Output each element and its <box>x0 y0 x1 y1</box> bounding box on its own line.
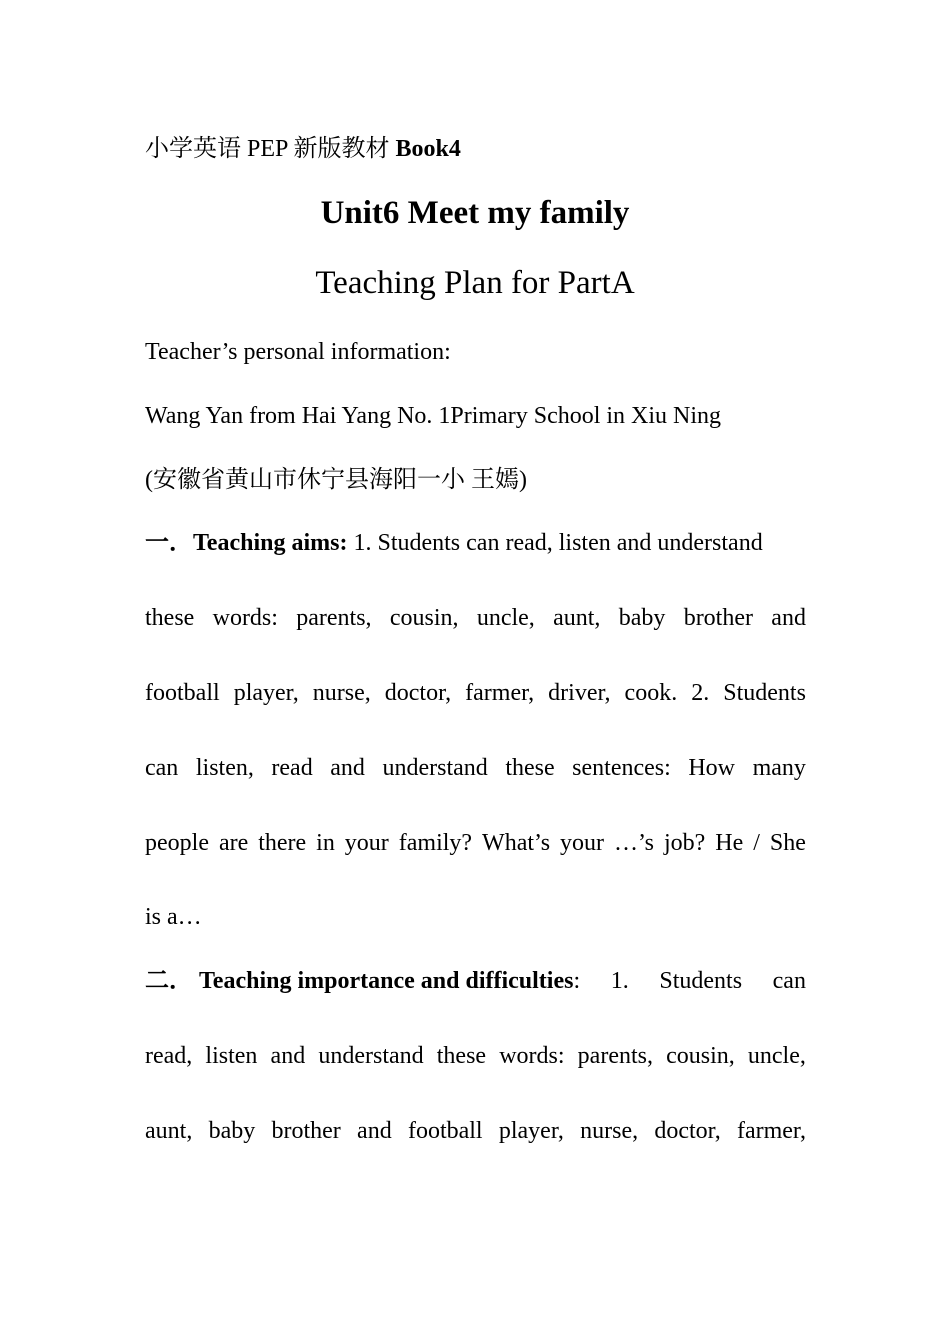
word: nurse, <box>580 1118 639 1144</box>
word: can <box>145 755 179 781</box>
section1-first-line <box>145 528 806 558</box>
section2-line3 <box>145 1116 806 1146</box>
word: read <box>271 755 313 781</box>
word: in <box>316 830 335 856</box>
word: doctor, <box>384 680 452 706</box>
book-prefix: 小学英语 PEP 新版教材 <box>145 136 396 162</box>
word: 2. <box>691 680 710 706</box>
word: What’s <box>482 830 551 856</box>
word: and <box>357 1118 392 1144</box>
teacher-name-line: Wang Yan from Hai Yang No. 1Primary School in Xiu Ning <box>145 403 722 429</box>
word: farmer, <box>736 1118 806 1144</box>
word: and <box>270 1043 306 1069</box>
word: Students <box>659 968 743 994</box>
document-subtitle: Teaching Plan for PartA <box>315 265 635 301</box>
word: parents, <box>577 1043 653 1069</box>
word: / <box>753 830 760 856</box>
word: brother <box>683 605 753 631</box>
word: many <box>752 755 806 781</box>
word: uncle, <box>476 605 535 631</box>
section2-heading: Teaching importance and difficulties <box>199 968 574 994</box>
section1-line4 <box>145 753 806 783</box>
section2-heading-group <box>145 966 580 996</box>
word: 1. <box>610 968 629 994</box>
word: nurse, <box>312 680 371 706</box>
section1-line1-text: 1. Students can read, listen and understand <box>347 530 763 556</box>
word: job? <box>663 830 706 856</box>
word: doctor, <box>654 1118 721 1144</box>
teacher-chinese-line: (安徽省黄山市休宁县海阳一小 王嫣) <box>145 467 527 493</box>
word: player, <box>498 1118 564 1144</box>
section1-line5 <box>145 828 806 858</box>
word: He <box>715 830 744 856</box>
word: parents, <box>296 605 372 631</box>
word: brother <box>271 1118 341 1144</box>
word: people <box>145 830 209 856</box>
word: these <box>436 1043 487 1069</box>
word: listen, <box>195 755 254 781</box>
word: your <box>560 830 604 856</box>
word: Students <box>723 680 806 706</box>
word: …’s <box>613 830 654 856</box>
word: and <box>330 755 365 781</box>
book-name: Book4 <box>395 136 461 162</box>
word: your <box>344 830 389 856</box>
word: uncle, <box>747 1043 806 1069</box>
word: farmer, <box>465 680 535 706</box>
section1-heading: Teaching aims: <box>193 530 348 556</box>
word: cousin, <box>666 1043 735 1069</box>
word: : <box>573 968 581 994</box>
word: football <box>145 680 220 706</box>
word: She <box>769 830 806 856</box>
word: words: <box>212 605 278 631</box>
word: family? <box>398 830 473 856</box>
word: baby <box>618 605 666 631</box>
word: these <box>145 605 195 631</box>
word: can <box>772 968 806 994</box>
teacher-info-label: Teacher’s personal information: <box>145 339 451 365</box>
word: driver, <box>548 680 611 706</box>
word: aunt, <box>145 1118 193 1144</box>
word: cousin, <box>389 605 459 631</box>
word: these <box>505 755 555 781</box>
word: listen <box>205 1043 258 1069</box>
word: understand <box>382 755 488 781</box>
section2-number: 二． <box>145 968 193 994</box>
word: are <box>218 830 249 856</box>
word: How <box>688 755 736 781</box>
section1-number: 一． <box>145 530 193 556</box>
word: baby <box>208 1118 256 1144</box>
word: cook. <box>624 680 678 706</box>
word: and <box>771 605 806 631</box>
document-title: Unit6 Meet my family <box>320 195 630 231</box>
word: read, <box>145 1043 193 1069</box>
section2-line2 <box>145 1041 806 1071</box>
section1-line2 <box>145 603 806 633</box>
section2-first-line <box>145 966 806 996</box>
word: aunt, <box>553 605 601 631</box>
word: understand <box>318 1043 424 1069</box>
section1-line6: is a… <box>145 904 202 930</box>
word: there <box>258 830 307 856</box>
word: football <box>407 1118 483 1144</box>
word: player, <box>233 680 299 706</box>
word: sentences: <box>572 755 671 781</box>
section1-line3 <box>145 678 806 708</box>
word: words: <box>499 1043 565 1069</box>
book-header <box>145 134 806 164</box>
